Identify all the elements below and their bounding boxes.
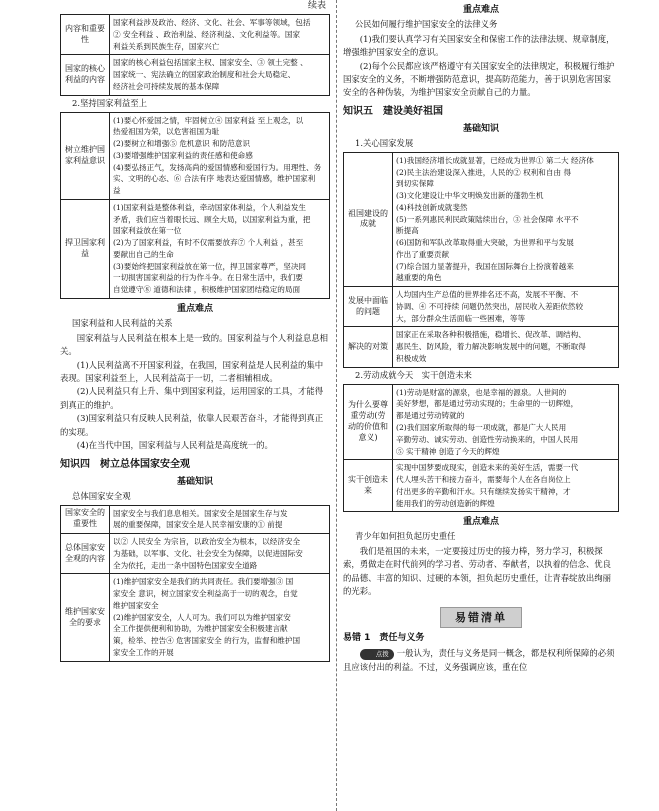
hint-badge-label: 点拨 (375, 650, 389, 659)
table-row (61, 55, 330, 95)
text-line: 国家利益涉及政治、经济、文化、社会、军事等领域，包括 (113, 18, 311, 27)
text-line: 要献出自己的生命 (113, 249, 174, 259)
text-line: (3)要始终把国家利益放在第一位，捍卫国家尊严，坚决同 (113, 261, 307, 271)
left-column (60, 0, 330, 662)
text-line: 以② 人民安全 为宗旨，以政治安全为根本，以经济安全 (113, 537, 301, 547)
text-line: 能用我们的劳动创造新的辉煌 (396, 498, 495, 508)
text-line: 自觉遵守⑧ 道德和法律 ，积极维护国家团结稳定的局面 (113, 285, 301, 295)
row-content (110, 112, 330, 199)
lightbulb-icon (365, 650, 374, 659)
development-table (343, 152, 619, 368)
text-line: 一切损害国家利益的行为作斗争。在日常生活中，我们要 (113, 273, 303, 283)
section-subtitle: 1.关心国家发展 (355, 137, 414, 148)
keypoint-subtitle: 公民如何履行维护国家安全的法律义务 (355, 18, 498, 29)
text-line: (1)劳动是财富的源泉，也是幸福的源泉。人世间的 (396, 387, 567, 397)
row-content (393, 384, 619, 460)
keypoint-subtitle: 青少年如何担负起历史重任 (355, 531, 456, 542)
text-line: (1)我国经济增长成就显著，已经成为世界① 第二大 经济体 (396, 155, 594, 165)
table-row (61, 534, 330, 574)
text-line: 家安全 意识，树立国家安全利益高于一切的观念，自觉 (113, 589, 298, 599)
text-line: (1)要心怀爱国之情，牢固树立④ 国家利益 至上观念，以 (113, 115, 304, 125)
row-content (393, 152, 619, 286)
text-line: ⑤ 实干精神 创造了今天的辉煌 (396, 446, 500, 456)
row-content (110, 199, 330, 298)
text-line: 益 (113, 186, 121, 196)
security-table (60, 505, 330, 662)
row-header: 树立维护国家利益意识 (61, 112, 110, 199)
row-header: 实干创造未来 (344, 460, 393, 512)
text-line: 越重要的角色 (396, 273, 442, 283)
row-content (110, 534, 330, 574)
keypoint-title: 重点难点 (462, 5, 499, 15)
column-divider (336, 0, 337, 811)
text-line: 国家统一、宪法确立的国家政治制度和社会大局稳定、 (113, 70, 296, 80)
text-line: 策，检举、控告④ 危害国家安全 的行为，监督和维护国 (113, 636, 301, 646)
text-line: 协调、④ 不可持续 问题仍然突出，居民收入差距依然较 (396, 301, 584, 311)
text-line: (6)国防和军队改革取得重大突破，为世界和平与发展 (396, 238, 574, 248)
basic-knowledge-title: 基础知识 (462, 124, 499, 135)
basic-knowledge-title: 基础知识 (176, 476, 213, 487)
text-line: ② 安全利益 、政治利益、经济利益、文化利益等。国家 (113, 29, 301, 39)
table-row (61, 15, 330, 55)
table-row (61, 199, 330, 298)
section-subtitle: 2.坚持国家利益至上 (72, 97, 147, 108)
knowledge-five-title: 知识五 建设美好祖国 (343, 105, 443, 117)
text-line: 到切实保障 (396, 179, 434, 189)
text-line: 热爱祖国为荣，以危害祖国为耻 (113, 127, 220, 137)
text-line: 矛盾，我们应当着眼长远、顾全大局，以国家利益为重，把 (113, 214, 311, 224)
error-list-banner (343, 607, 619, 629)
text-line: (5)一系列惠民利民政策陆续出台，③ 社会保障 水平不 (396, 214, 579, 224)
paragraph: (1)我们要认真学习有关国家安全和保密工作的法律法规、规章制度，增强维护国家安全的意识。 (343, 33, 615, 58)
paragraph: (2)人民利益只有上升、集中到国家利益，运用国家的工具，才能得到真正的维护。 (60, 386, 324, 410)
keypoint-subtitle: 国家利益和人民利益的关系 (72, 317, 173, 328)
text-line: 全工作提供便利和协助，为维护国家安全积极建言献 (113, 624, 288, 634)
text-line: (1)维护国家安全是我们的共同责任。我们要增强③ 国 (113, 577, 294, 587)
row-header: 国家的核心利益的内容 (61, 55, 110, 95)
row-header: 总体国家安全观的内容 (61, 534, 110, 574)
error-item-body: 一般认为，责任与义务是同一概念，都是权利所保障的必须且应该付出的利益。不过，义务强调应该，重在位 (343, 648, 615, 672)
text-line: 经济社会可持续发展的基本保障 (113, 81, 220, 91)
text-line: 国家利益放在第一位 (113, 226, 182, 236)
text-line: (2)为了国家利益，有时不仅需要放弃⑦ 个人利益 ，甚至 (113, 238, 304, 248)
text-line: 为基础，以军事、文化、社会安全为保障，以促进国际安 (113, 548, 303, 558)
text-line: (1)国家利益是整体利益，牵动国家体利益，个人利益发生 (113, 202, 307, 212)
text-line: (2)我们国家所取得的每一项成就，都是广大人民用 (396, 422, 567, 432)
text-line: (2)要树立和增强⑤ 危机意识 和防范意识 (113, 139, 251, 149)
table-row (344, 327, 619, 367)
error-item-title: 易错 1 责任与义务 (343, 633, 425, 644)
text-line: 辛勤劳动、诚实劳动、创造性劳动换来的，中国人民用 (396, 434, 579, 444)
paragraph: (2)每个公民都应该严格遵守有关国家安全的法律规定，积极履行维护国家安全的义务，不断增强防范意识，提高防范能力，善于识别危害国家安全的各种伪装，为维护国家安全贡献自己的力量。 (343, 60, 615, 98)
text-line: (2)民主法治建设深入推进，人民的② 权利和自由 得 (396, 167, 572, 177)
text-line: 展的重要保障，国家安全是人民幸福安康的① 前提 (113, 520, 283, 530)
text-line: 惠民生、防风险，着力解决影响发展中的问题，不断取得 (396, 342, 586, 352)
text-line: 付出更多的辛勤和汗水。只有继续发扬实干精神，才 (396, 486, 571, 496)
row-header: 国家安全的重要性 (61, 505, 110, 534)
text-line: (3)要增强维护国家利益的责任感和使命感 (113, 150, 253, 160)
table-row (61, 505, 330, 534)
labor-table (343, 384, 619, 513)
text-line: 积极成效 (396, 354, 427, 363)
text-line: (3)文化建设让中华文明焕发出新的蓬勃生机 (396, 191, 544, 201)
row-content (393, 287, 619, 327)
row-header: 祖国建设的成就 (344, 152, 393, 286)
row-header: 维护国家安全的要求 (61, 574, 110, 661)
table-row (344, 460, 619, 512)
text-line: 实现中国梦要成现实，创造未来的美好生活，需要一代 (396, 463, 579, 473)
row-header: 解决的对策 (344, 327, 393, 367)
paragraph: 国家利益与人民利益在根本上是一致的。国家利益与个人利益息息相关。 (60, 332, 329, 357)
table-row (344, 152, 619, 286)
text-line: 都是通过劳动铸就的 (396, 411, 465, 421)
text-line: 国家安全与我们息息相关。国家安全是国家生存与发 (113, 508, 288, 518)
text-line: 代人埋头苦干和接力奋斗，需要每个人在各自岗位上 (396, 475, 571, 485)
text-line: 人均国内生产总值的世界排名还不高，发展不平衡、不 (396, 290, 579, 300)
text-line: 国家正在采取各种积极措施，稳增长、促改革、调结构、 (396, 330, 586, 340)
text-line: 家安全工作的开展 (113, 647, 174, 657)
row-content (110, 15, 330, 55)
continued-label: 续表 (307, 1, 326, 11)
hint-badge (360, 649, 394, 659)
row-header: 发展中面临的问题 (344, 287, 393, 327)
row-content (110, 505, 330, 534)
row-content (110, 574, 330, 661)
text-line: (4)要弘扬正气，发扬高尚的爱国情感和爱国行为。用理性、务 (113, 162, 322, 172)
keypoint-title: 重点难点 (176, 304, 213, 314)
table-row (344, 384, 619, 460)
uphold-interest-table (60, 112, 330, 299)
right-column (343, 0, 619, 674)
text-line: (7)综合国力显著提升，我国在国际舞台上扮演着越来 (396, 261, 574, 271)
error-list-title: 易错清单 (440, 607, 522, 629)
row-content (110, 55, 330, 95)
text-line: 维护国家安全 (113, 600, 159, 610)
text-line: 实、文明的心态、⑥ 合法有序 地表达爱国情感，维护国家利 (113, 174, 316, 184)
text-line: 利益关系到民族生存，国家兴亡 (113, 41, 220, 51)
row-header: 为什么要尊重劳动(劳动的价值和意义) (344, 384, 393, 460)
text-line: 大，部分群众生活面临一些困难，等等 (396, 313, 526, 323)
text-line: (4)科技创新成就斐然 (396, 202, 468, 212)
section-subtitle: 总体国家安全观 (72, 490, 131, 501)
national-interest-table (60, 14, 330, 96)
row-content (393, 327, 619, 367)
knowledge-four-title: 知识四 树立总体国家安全观 (60, 458, 190, 470)
text-line: 作出了重要贡献 (396, 249, 450, 259)
paragraph: (3)国家利益只有反映人民利益，依靠人民艰苦奋斗，才能得到真正的实现。 (60, 413, 324, 437)
text-line: 断提高 (396, 226, 419, 236)
paragraph: 我们是祖国的未来，一定要接过历史的接力棒，努力学习，积极探索，勇做走在时代前列的学习者、劳动者、奉献者，以执着的信念、优良的品德、丰富的知识、过硬的本领，担负起历史重任，让青春绽放出绚丽的光彩。 (343, 546, 611, 597)
text-line: 全为依托，走出一条中国特色国家安全道路 (113, 560, 258, 570)
paragraph: (1)人民利益离不开国家利益，在我国，国家利益是人民利益的集中表现。国家利益至上，人民利益高于一切，二者相辅相成。 (60, 359, 324, 383)
table-row (61, 112, 330, 199)
section-subtitle: 2.劳动成就今天 实干创造未来 (355, 369, 472, 380)
paragraph: (4)在当代中国，国家利益与人民利益是高度统一的。 (76, 440, 273, 451)
row-header: 捍卫国家利益 (61, 199, 110, 298)
error-item-text (343, 647, 619, 674)
text-line: (2)维护国家安全，人人可为。我们可以为维护国家安 (113, 612, 291, 622)
text-line: 美好梦想，都是通过劳动实现的；生命里的一切辉煌， (396, 399, 579, 409)
table-row (61, 574, 330, 661)
keypoint-title: 重点难点 (462, 517, 499, 528)
text-line: 国家的核心利益包括国家主权、国家安全、③ 领土完整 、 (113, 58, 308, 68)
table-row (344, 287, 619, 327)
row-header: 内容和重要性 (61, 15, 110, 55)
row-content (393, 460, 619, 512)
